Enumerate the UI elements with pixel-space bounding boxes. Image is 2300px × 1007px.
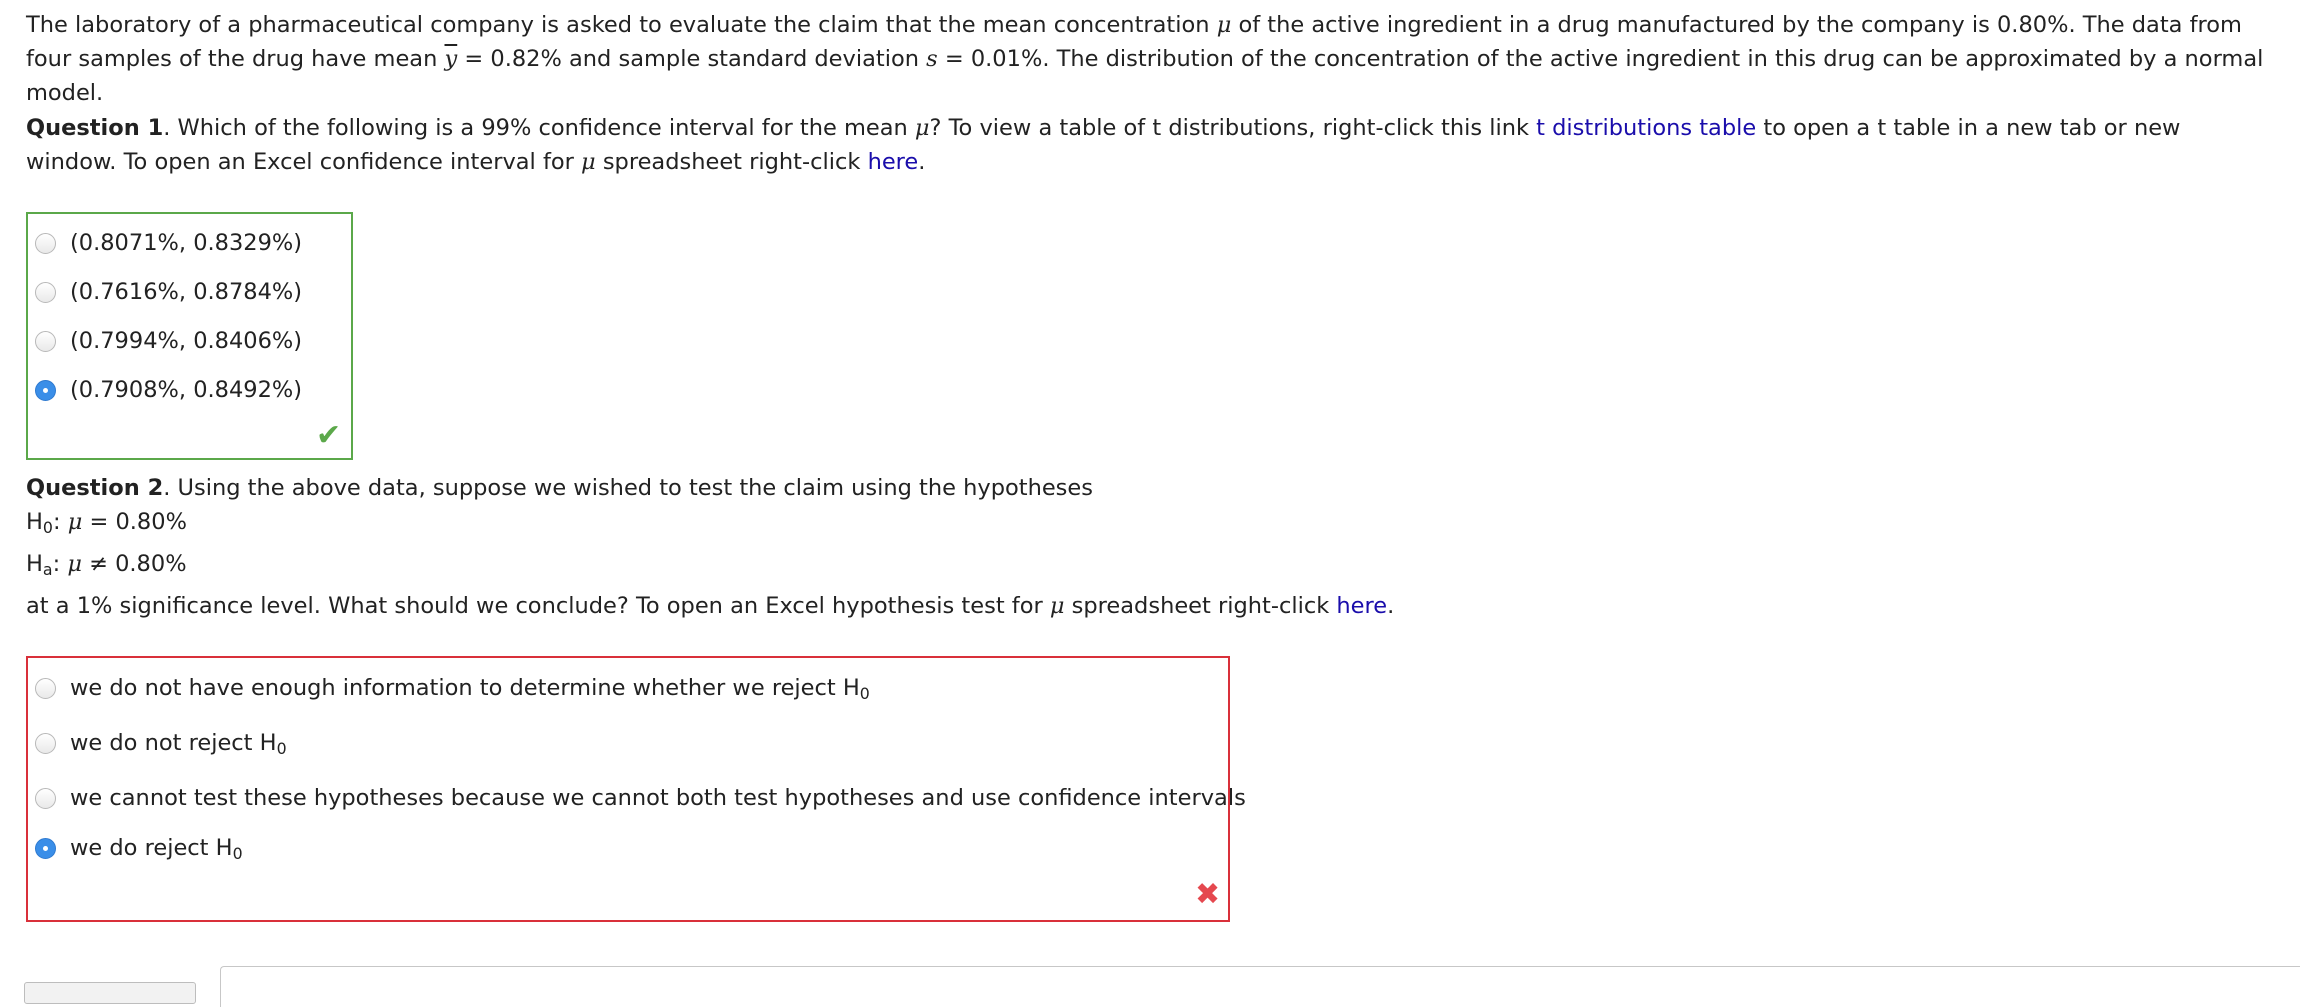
answer-option[interactable] (28, 671, 870, 705)
problem-statement (26, 8, 2274, 110)
hypothesis-value: ≠ 0.80% (81, 551, 187, 577)
answer-option[interactable] (28, 275, 302, 309)
hypothesis-test-spreadsheet-link[interactable]: here (1336, 593, 1388, 619)
answer-option-label: (0.8071%, 0.8329%) (70, 230, 303, 256)
question-1-answer-box (26, 212, 353, 460)
answer-option[interactable] (28, 726, 287, 760)
hypothesis-subscript: a (42, 559, 53, 579)
prompt-text: spreadsheet right-click (1064, 593, 1337, 619)
prompt-text: to open a t table in a new tab or new window. To open an Excel confidence interval for (26, 115, 2181, 175)
answer-option-label: (0.7908%, 0.8492%) (70, 377, 303, 403)
radio-button[interactable] (35, 282, 56, 303)
question-2-prompt (26, 471, 2274, 505)
hypothesis-letter: H (26, 551, 43, 577)
t-distributions-table-link[interactable]: t distributions table (1536, 115, 1757, 141)
answer-option-label (70, 785, 1246, 811)
radio-button[interactable] (35, 788, 56, 809)
answer-option-label: (0.7994%, 0.8406%) (70, 328, 303, 354)
hypothesis-value: = 0.80% (82, 509, 187, 535)
mu-symbol: μ (1049, 593, 1065, 619)
answer-option-label: (0.7616%, 0.8784%) (70, 279, 303, 305)
mu-symbol: μ (1216, 12, 1232, 38)
prompt-text: . Which of the following is a 99% confidence interval for the mean (163, 115, 915, 141)
answer-subscript: 0 (276, 738, 287, 758)
prompt-text: spreadsheet right-click (595, 149, 868, 175)
question-1-prompt (26, 111, 2274, 179)
prompt-text: . (918, 149, 926, 175)
answer-option-label (70, 730, 287, 756)
prompt-text: . Using the above data, suppose we wished to test the claim using the hypotheses (163, 475, 1093, 501)
mu-symbol: μ (67, 509, 83, 535)
answer-option[interactable] (28, 831, 243, 865)
answer-option[interactable] (28, 226, 302, 260)
radio-button[interactable] (35, 733, 56, 754)
mu-symbol: μ (914, 115, 930, 141)
intro-text: = 0.82% and sample standard deviation (457, 46, 927, 72)
intro-text: The laboratory of a pharmaceutical company is asked to evaluate the claim that the mean concentration (26, 12, 1217, 38)
question-2-label: Question 2 (26, 475, 164, 501)
confidence-interval-spreadsheet-link[interactable]: here (867, 149, 919, 175)
prompt-text: at a 1% significance level. What should we conclude? To open an Excel hypothesis test for (26, 593, 1050, 619)
submit-button[interactable] (24, 982, 196, 1004)
radio-button[interactable] (35, 233, 56, 254)
prompt-text: . (1387, 593, 1395, 619)
correct-checkmark-icon: ✔ (316, 418, 342, 453)
answer-text: we do not reject H (70, 730, 277, 756)
mu-symbol: μ (581, 149, 596, 175)
answer-text: we do reject H (70, 835, 233, 861)
answer-option[interactable] (28, 324, 302, 358)
answer-option-label (70, 835, 243, 861)
question-1-label: Question 1 (26, 115, 164, 141)
hypothesis-colon: : (52, 509, 68, 535)
incorrect-x-icon: ✖ (1195, 877, 1221, 912)
intro-text: of the active ingredient in a drug manufactured by the company is 0.80%. The data from four samples of the drug have mean (26, 12, 2242, 72)
answer-option-label (70, 675, 870, 701)
answer-text: we do not have enough information to determine whether we reject H (70, 675, 860, 701)
question-2-instructions (26, 589, 2274, 623)
null-hypothesis (26, 505, 187, 539)
answer-option[interactable] (28, 373, 302, 407)
s-symbol: s (926, 46, 938, 72)
feedback-panel (220, 966, 2300, 1007)
answer-subscript: 0 (232, 843, 243, 863)
answer-subscript: 0 (859, 683, 870, 703)
alternative-hypothesis (26, 547, 187, 581)
answer-option[interactable] (28, 781, 1246, 815)
hypothesis-colon: : (52, 551, 68, 577)
hypothesis-letter: H (26, 509, 43, 535)
mu-symbol: μ (67, 551, 82, 577)
radio-button-selected[interactable] (35, 838, 56, 859)
intro-text: = 0.01%. The distribution of the concentration of the active ingredient in this drug can be approximated by a normal model. (26, 46, 2264, 106)
question-2-answer-box (26, 656, 1246, 922)
y-bar-symbol: $\overline{y}$ (444, 46, 458, 72)
radio-button[interactable] (35, 678, 56, 699)
radio-button-selected[interactable] (35, 380, 56, 401)
radio-button[interactable] (35, 331, 56, 352)
answer-text: we cannot test these hypotheses because we cannot both test hypotheses and use confidence intervals (70, 785, 1246, 811)
prompt-text: ? To view a table of t distributions, right-click this link (929, 115, 1537, 141)
hypothesis-subscript: 0 (42, 517, 53, 537)
